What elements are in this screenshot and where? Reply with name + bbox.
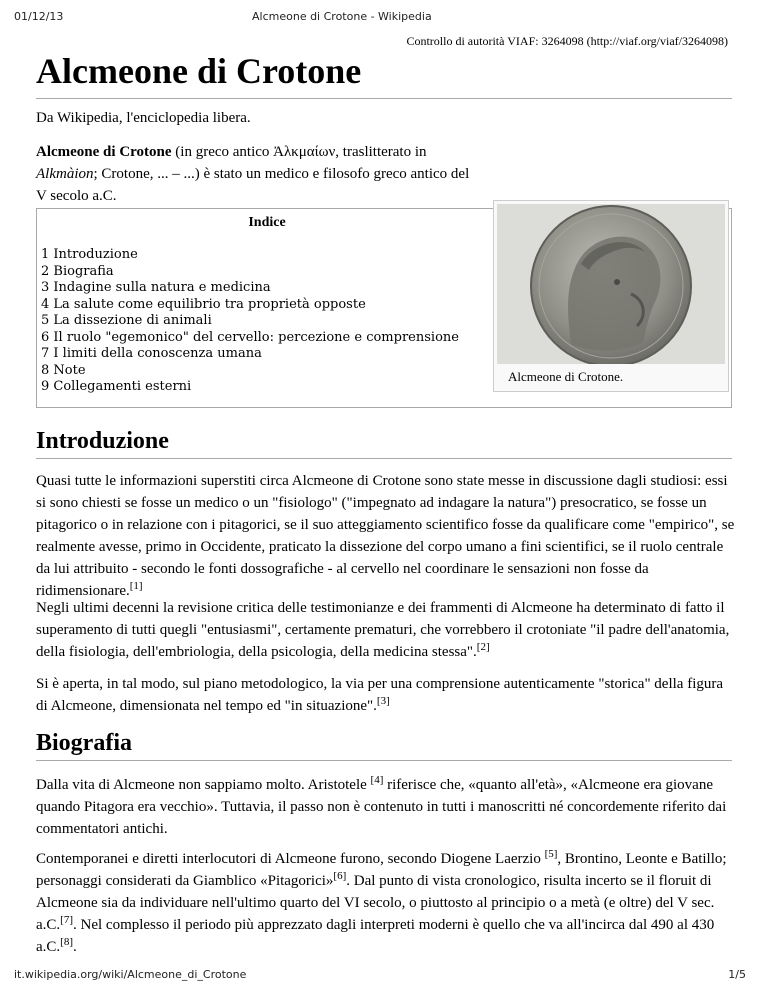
print-footer-url: it.wikipedia.org/wiki/Alcmeone_di_Crotone [14, 968, 247, 981]
toc-item-introduzione[interactable]: 1 Introduzione [41, 247, 138, 262]
toc-item-collegamenti[interactable]: 9 Collegamenti esterni [41, 379, 192, 394]
ref-8[interactable]: [8] [60, 936, 73, 948]
introduzione-p3-text: Si è aperta, in tal modo, sul piano metodologico, la via per una comprensione autenticamente "storica" della figura di Alcmeone, dimensionata nel tempo ed "in situazione". [36, 676, 724, 714]
authority-control[interactable]: Controllo di autorità VIAF: 3264098 (http://viaf.org/viaf/3264098) [406, 34, 728, 48]
title-underline [36, 98, 732, 99]
intro-text-2: ; Crotone, ... – ...) è stato un medico e filosofo greco antico del V secolo a.C. [36, 166, 470, 204]
heading-biografia: Biografia [36, 730, 132, 756]
biografia-p1-text-a: Dalla vita di Alcmeone non sappiamo molto. Aristotele [36, 777, 371, 793]
biografia-p2-text-a: Contemporanei e diretti interlocutori di Alcmeone furono, secondo Diogene Laerzio [36, 851, 545, 867]
biografia-paragraph-1 [36, 774, 736, 840]
biografia-p2-text-d: . Nel complesso il periodo più apprezzato dagli interpreti moderni è quello che va all'incirca dal 490 al 430 a.C. [36, 917, 715, 955]
biografia-p2-text-b: , Brontino, Leonte e Batillo; personaggi considerati da Giamblico «Pitagorici» [36, 851, 727, 889]
biografia-p2-text-c: . Dal punto di vista cronologico, risulta incerto se il floruit di Alcmeone sia da individuare nell'ultimo quarto del VI secolo, o piuttosto al principio o a metà (e oltre) del V sec. a.C. [36, 873, 715, 933]
toc-list [41, 247, 459, 396]
infobox-thumbnail [493, 200, 729, 392]
ref-6[interactable]: [6] [333, 870, 347, 882]
biografia-p2-text-e: . [73, 939, 77, 955]
ref-3[interactable]: [3] [376, 695, 390, 707]
introduzione-paragraph-3 [36, 673, 736, 717]
tagline: Da Wikipedia, l'enciclopedia libera. [36, 110, 251, 126]
print-footer-page: 1/5 [728, 968, 746, 981]
ref-5[interactable]: [5] [544, 848, 558, 860]
intro-paragraph [36, 141, 476, 207]
ref-7[interactable]: [7] [60, 914, 73, 926]
ref-4[interactable]: [4] [370, 774, 384, 786]
toc-item-ruolo-cervello[interactable]: 6 Il ruolo "egemonico" del cervello: percezione e comprensione [41, 329, 459, 345]
introduzione-paragraph-1 [36, 470, 736, 602]
toc-title: Indice [248, 215, 286, 230]
toc-item-dissezione[interactable]: 5 La dissezione di animali [41, 313, 212, 328]
toc-item-note[interactable]: 8 Note [41, 362, 86, 378]
toc-item-limiti[interactable]: 7 I limiti della conoscenza umana [41, 346, 262, 361]
ref-1[interactable]: [1] [129, 580, 143, 592]
intro-text-1: (in greco antico Ἀλκμαίων, traslitterato in [171, 144, 427, 160]
print-date: 01/12/13 [14, 10, 64, 23]
intro-translit: Alkmàion [36, 166, 94, 182]
heading-rule-introduzione [36, 458, 732, 459]
medallion-portrait-image[interactable] [497, 204, 725, 364]
introduzione-p1-text: Quasi tutte le informazioni superstiti circa Alcmeone di Crotone sono state messe in discussione dagli studiosi: essi si sono chiesti se fosse un medico o un "fisiologo" ("impegnato ad indagare la natura") presocratico, se fosse un pitagorico o in relazione con i pitagorici, se il suo atteggiamento scientifico fosse da qualificare come "empirico", se realmente avesse, primo in Occidente, praticato la dissezione del corpo umano a fini scientifici, se il ruolo centrale da lui attribuito - secondo le fonti dossografiche - al cervello nel coordinare le sensazioni non fosse da ridimensionare. [36, 473, 735, 599]
toc-item-biografia[interactable]: 2 Biografia [41, 263, 114, 279]
medallion-drawing [497, 204, 725, 364]
introduzione-paragraph-2 [36, 597, 736, 663]
heading-rule-biografia [36, 760, 732, 761]
biografia-p1-text-b: riferisce che, «quanto all'età», «Alcmeone era giovane quando Pitagora era vecchio». Tuttavia, il passo non è contenuto in tutti i manoscritti né concordemente riferito dai commentatori antichi. [36, 777, 727, 837]
introduzione-p2-text: Negli ultimi decenni la revisione critica delle testimonianze e dei frammenti di Alcmeone ha determinato di fatto il superamento di tutti quegli "entusiasmi", certamente prematuri, che vorrebbero il crotoniate "il padre dell'anatomia, della fisiologia, dell'embriologia, della psicologia, della medicina stessa". [36, 600, 730, 660]
toc-item-salute[interactable]: 4 La salute come equilibrio tra proprietà opposte [41, 296, 366, 312]
heading-introduzione: Introduzione [36, 428, 169, 454]
biografia-paragraph-2 [36, 848, 736, 958]
page-title: Alcmeone di Crotone [36, 51, 362, 91]
intro-bold-name: Alcmeone di Crotone [36, 144, 172, 160]
ref-2[interactable]: [2] [476, 641, 490, 653]
infobox-caption: Alcmeone di Crotone. [508, 369, 624, 384]
toc-item-indagine[interactable]: 3 Indagine sulla natura e medicina [41, 280, 271, 295]
print-title: Alcmeone di Crotone - Wikipedia [252, 10, 432, 23]
